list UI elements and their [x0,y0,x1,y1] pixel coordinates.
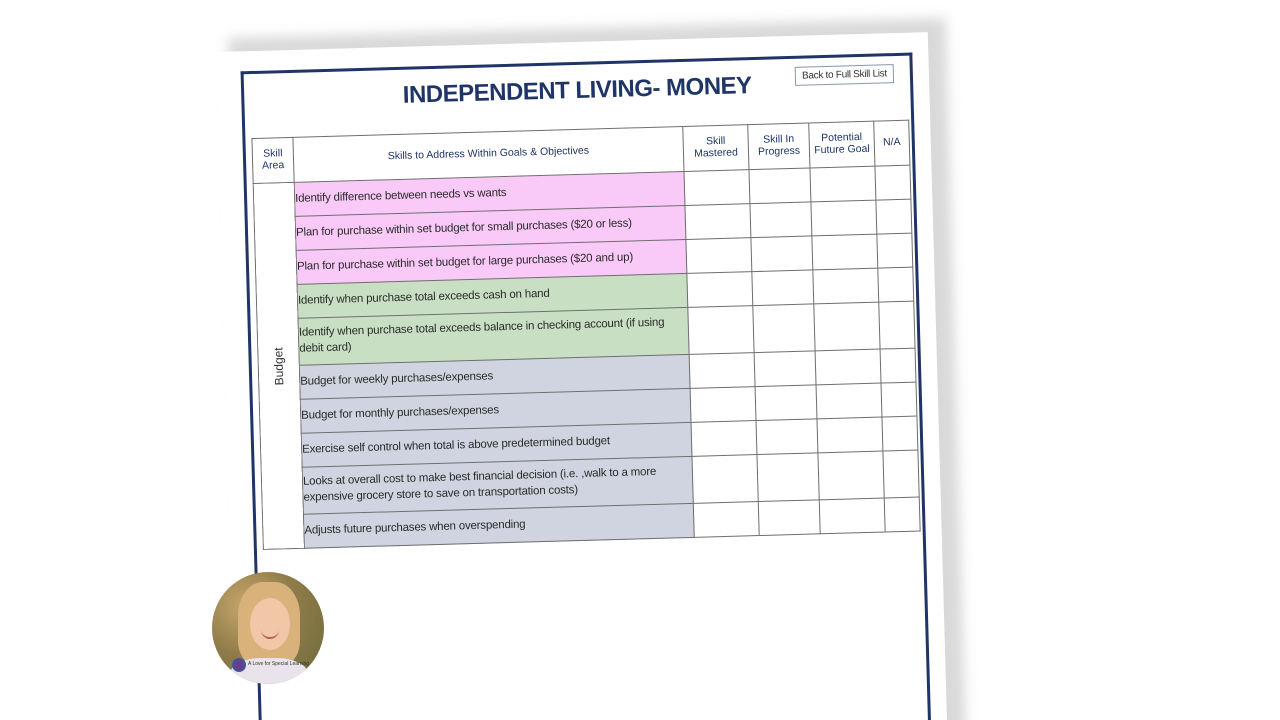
skill-text: Identify difference between needs vs wants [294,171,685,216]
mastered-checkbox-cell[interactable] [691,421,757,457]
in-progress-checkbox-cell[interactable] [750,202,812,238]
future-goal-checkbox-cell[interactable] [819,498,885,534]
mastered-checkbox-cell[interactable] [689,353,755,389]
in-progress-checkbox-cell[interactable] [752,270,814,306]
future-goal-checkbox-cell[interactable] [814,302,880,351]
in-progress-checkbox-cell[interactable] [749,168,811,204]
mastered-checkbox-cell[interactable] [688,306,754,355]
mastered-checkbox-cell[interactable] [686,238,752,274]
in-progress-checkbox-cell[interactable] [756,419,818,455]
future-goal-checkbox-cell[interactable] [817,417,883,453]
skill-text: Budget for weekly purchases/expenses [299,354,690,399]
header-potential-future-goal: Potential Future Goal [809,121,875,168]
brand-logo-icon [232,658,246,672]
future-goal-checkbox-cell[interactable] [812,234,878,270]
skill-text: Looks at overall cost to make best financial decision (i.e. ,walk to a more expensive grocery store to save on transportation costs) [302,456,693,514]
header-na: N/A [874,120,910,166]
skill-area-label: Budget [271,346,287,386]
na-checkbox-cell[interactable] [884,497,920,532]
na-checkbox-cell[interactable] [876,199,912,234]
in-progress-checkbox-cell[interactable] [753,304,815,353]
skill-text: Adjusts future purchases when overspending [303,503,694,548]
avatar-face [250,598,290,650]
header-skill-in-progress: Skill In Progress [748,123,810,170]
future-goal-checkbox-cell[interactable] [811,200,877,236]
header-skill-mastered: Skill Mastered [683,125,749,172]
na-checkbox-cell[interactable] [880,348,916,383]
mastered-checkbox-cell[interactable] [690,387,756,423]
mastered-checkbox-cell[interactable] [684,170,750,206]
in-progress-checkbox-cell[interactable] [754,351,816,387]
future-goal-checkbox-cell[interactable] [816,383,882,419]
skill-text: Plan for purchase within set budget for small purchases ($20 or less) [295,205,686,250]
skills-table [251,120,920,550]
na-checkbox-cell[interactable] [879,301,915,349]
future-goal-checkbox-cell[interactable] [815,349,881,385]
skill-text: Budget for monthly purchases/expenses [300,388,691,433]
mastered-checkbox-cell[interactable] [685,204,751,240]
skill-text: Identify when purchase total exceeds balance in checking account (if using debit card) [298,307,689,365]
brand-logo-text: A Love for Special Learning [248,661,310,667]
header-skills: Skills to Address Within Goals & Objectives [293,126,684,182]
in-progress-checkbox-cell[interactable] [757,453,819,502]
na-checkbox-cell[interactable] [875,165,911,200]
author-avatar [212,572,324,684]
na-checkbox-cell[interactable] [878,267,914,302]
skill-text: Plan for purchase within set budget for large purchases ($20 and up) [296,239,687,284]
skill-text: Identify when purchase total exceeds cash on hand [297,273,688,318]
worksheet-frame [241,53,934,720]
in-progress-checkbox-cell[interactable] [751,236,813,272]
worksheet-page [216,32,949,720]
in-progress-checkbox-cell[interactable] [758,500,820,536]
mastered-checkbox-cell[interactable] [692,455,758,504]
future-goal-checkbox-cell[interactable] [818,451,884,500]
mastered-checkbox-cell[interactable] [687,272,753,308]
na-checkbox-cell[interactable] [877,233,913,268]
future-goal-checkbox-cell[interactable] [810,166,876,202]
skill-text: Exercise self control when total is above predetermined budget [301,422,692,467]
header-skill-area: Skill Area [252,137,294,183]
na-checkbox-cell[interactable] [882,416,918,451]
future-goal-checkbox-cell[interactable] [813,268,879,304]
in-progress-checkbox-cell[interactable] [755,385,817,421]
back-to-skill-list-button[interactable]: Back to Full Skill List [795,64,894,86]
mastered-checkbox-cell[interactable] [693,502,759,538]
page-title: INDEPENDENT LIVING- MONEY [402,72,752,109]
na-checkbox-cell[interactable] [883,450,919,498]
na-checkbox-cell[interactable] [881,382,917,417]
